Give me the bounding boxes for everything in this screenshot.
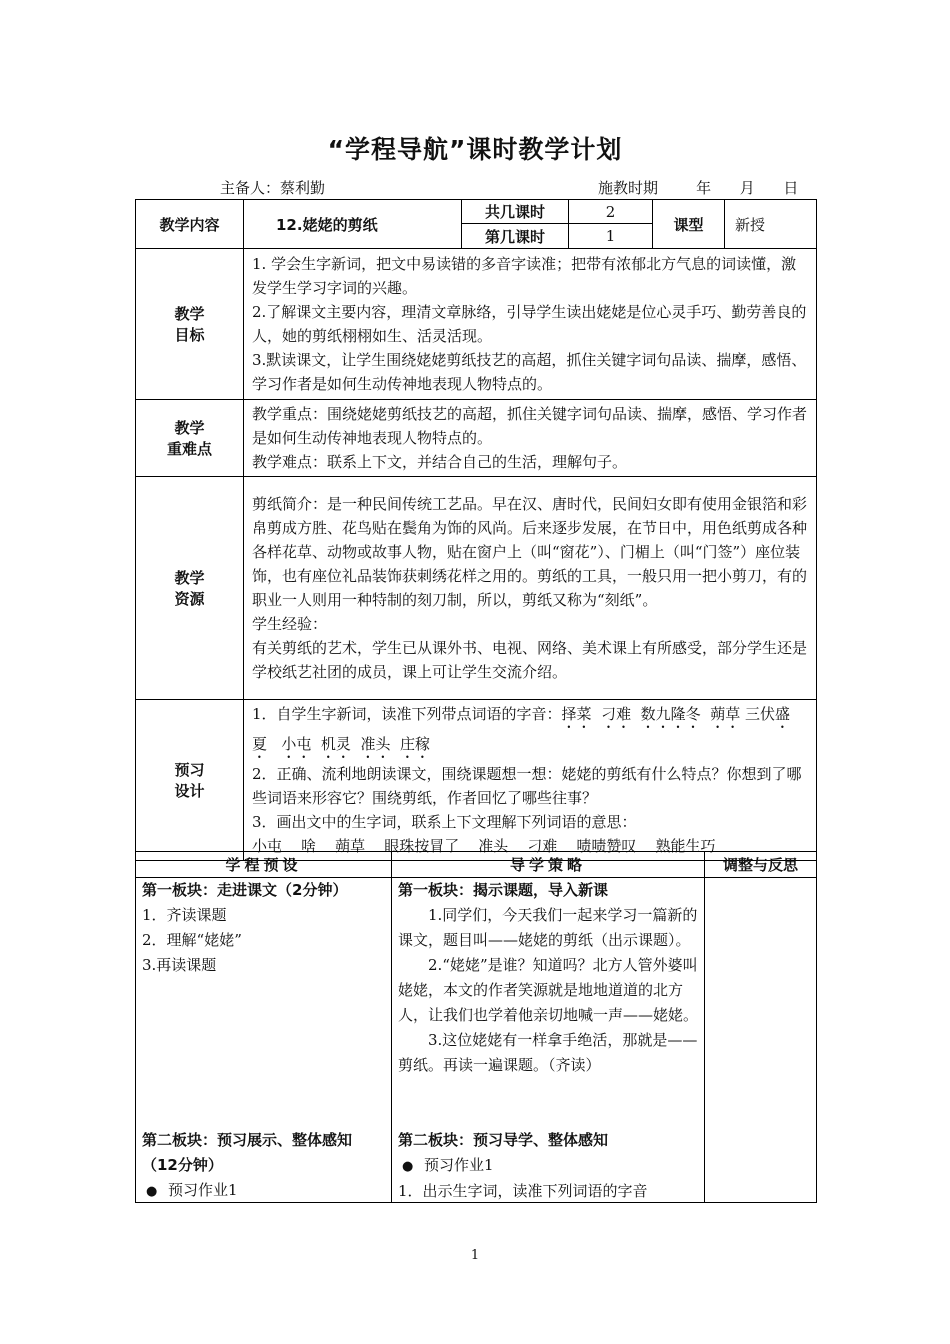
current-hour-value: 1 [569, 224, 653, 249]
learning-block-2: 第二板块：预习展示、整体感知（12分钟） ● 预习作业1 [142, 1128, 385, 1204]
type-value: 新授 [725, 200, 817, 249]
reflection-column [705, 878, 817, 1203]
student-experience-text: 有关剪纸的艺术，学生已从课外书、电视、网络、美术课上有所感受，部分学生还是学校纸艺社团的成员，课上可让学生交流介绍。 [252, 639, 808, 681]
strategy-block-2: 第二板块：预习导学、整体感知 ● 预习作业1 1．出示生字词，读准下列词语的字音 [398, 1128, 698, 1204]
plan-header-learning: 学程预设 [136, 852, 392, 878]
preview-word-list: 小屯 啥 蒴草 眼珠按冒了 准头 刁难 啧啧赞叹 熟能生巧 [252, 837, 716, 855]
page-number: 1 [470, 1248, 480, 1263]
goal-item: 2.了解课文主要内容，理清文章脉络，引导学生读出姥姥是位心灵手巧、勤劳善良的人，她的剪纸栩栩如生、活灵活现。 [252, 303, 807, 345]
preview-item-2: 2．正确、流利地朗读课文，围绕课题想一想：姥姥的剪纸有什么特点？你想到了哪些词语来形容它？围绕剪纸，作者回忆了哪些往事？ [252, 765, 802, 807]
strategy-block-1: 第一板块：揭示课题，导入新课 1.同学们，今天我们一起来学习一篇新的课文，题目叫——姥姥的剪纸（出示课题）。 2.“姥姥”是谁？知道吗？北方人管外婆叫姥姥，本文的作者笑源就是地地道道的北方人，让我们也学着他亲切地喊一声——姥姥。 3.这位姥姥有一样拿手绝活，那就是——剪纸。再读一遍课题。（齐读） [398, 881, 699, 1074]
content-label: 教学内容 [136, 200, 244, 249]
date-text: 施教时期 年 月 日 [598, 179, 799, 197]
teaching-difficulty: 教学难点：联系上下文，并结合自己的生活，理解句子。 [252, 453, 628, 471]
goals-label: 教学 目标 [136, 249, 244, 400]
plan-header-reflection: 调整与反思 [705, 852, 817, 878]
goals-content [244, 249, 817, 400]
teaching-focus: 教学重点：围绕姥姥剪纸技艺的高超，抓住关键字词句品读、揣摩，感悟、学习作者是如何生动传神地表现人物特点的。 [252, 405, 808, 447]
total-hours-label: 共几课时 [462, 200, 569, 224]
preview-item-3: 3．画出文中的生字词，联系上下文理解下列词语的意思： [252, 813, 637, 831]
preview-item-1: 1．自学生字新词，读准下列带点词语的字音：择菜 刁难 数九隆冬 蒴草 三伏盛夏 小屯 机灵 准头 庄稼 [252, 705, 791, 753]
learning-block-1: 第一板块：走进课文（2分钟） 1．齐读课题 2．理解“姥姥” 3.再读课题 [142, 881, 348, 974]
resources-content [244, 477, 817, 700]
preparer-text: 主备人：蔡利勤 [220, 179, 326, 197]
guidance-strategy-column [392, 878, 705, 1203]
key-points-content [244, 400, 817, 477]
resources-label: 教学 资源 [136, 477, 244, 700]
type-label: 课型 [653, 200, 725, 249]
preview-label: 预习 设计 [136, 700, 244, 861]
key-points-label: 教学 重难点 [136, 400, 244, 477]
page-title: “学程导航”课时教学计划 [327, 135, 623, 164]
preview-content [244, 700, 817, 861]
learning-preset-column [136, 878, 392, 1203]
lesson-name: 12.姥姥的剪纸 [244, 200, 462, 249]
goal-item: 1. 学会生字新词，把文中易读错的多音字读准；把带有浓郁北方气息的词读懂，激发学生学习字词的兴趣。 [252, 255, 797, 297]
lesson-plan-table [135, 851, 817, 1203]
student-experience-title: 学生经验： [252, 615, 328, 633]
current-hour-label: 第几课时 [462, 224, 569, 249]
total-hours-value: 2 [569, 200, 653, 224]
plan-header-strategy: 导学策略 [392, 852, 705, 878]
paper-cutting-intro: 剪纸简介：是一种民间传统工艺品。早在汉、唐时代，民间妇女即有使用金银箔和彩帛剪成方胜、花鸟贴在鬓角为饰的风尚。后来逐步发展，在节日中，用色纸剪成各种各样花草、动物或故事人物，贴在窗户上（叫“窗花”）、门楣上（叫“门签”）座位装饰，也有座位礼品装饰获刺绣花样之用的。剪纸的工具，一般只用一把小剪刀，有的职业一人则用一种特制的刻刀制，所以，剪纸又称为“刻纸”。 [252, 495, 808, 609]
lesson-info-table [135, 199, 817, 861]
goal-item: 3.默读课文，让学生围绕姥姥剪纸技艺的高超，抓住关键字词句品读、揣摩，感悟、学习作者是如何生动传神地表现人物特点的。 [252, 351, 807, 393]
